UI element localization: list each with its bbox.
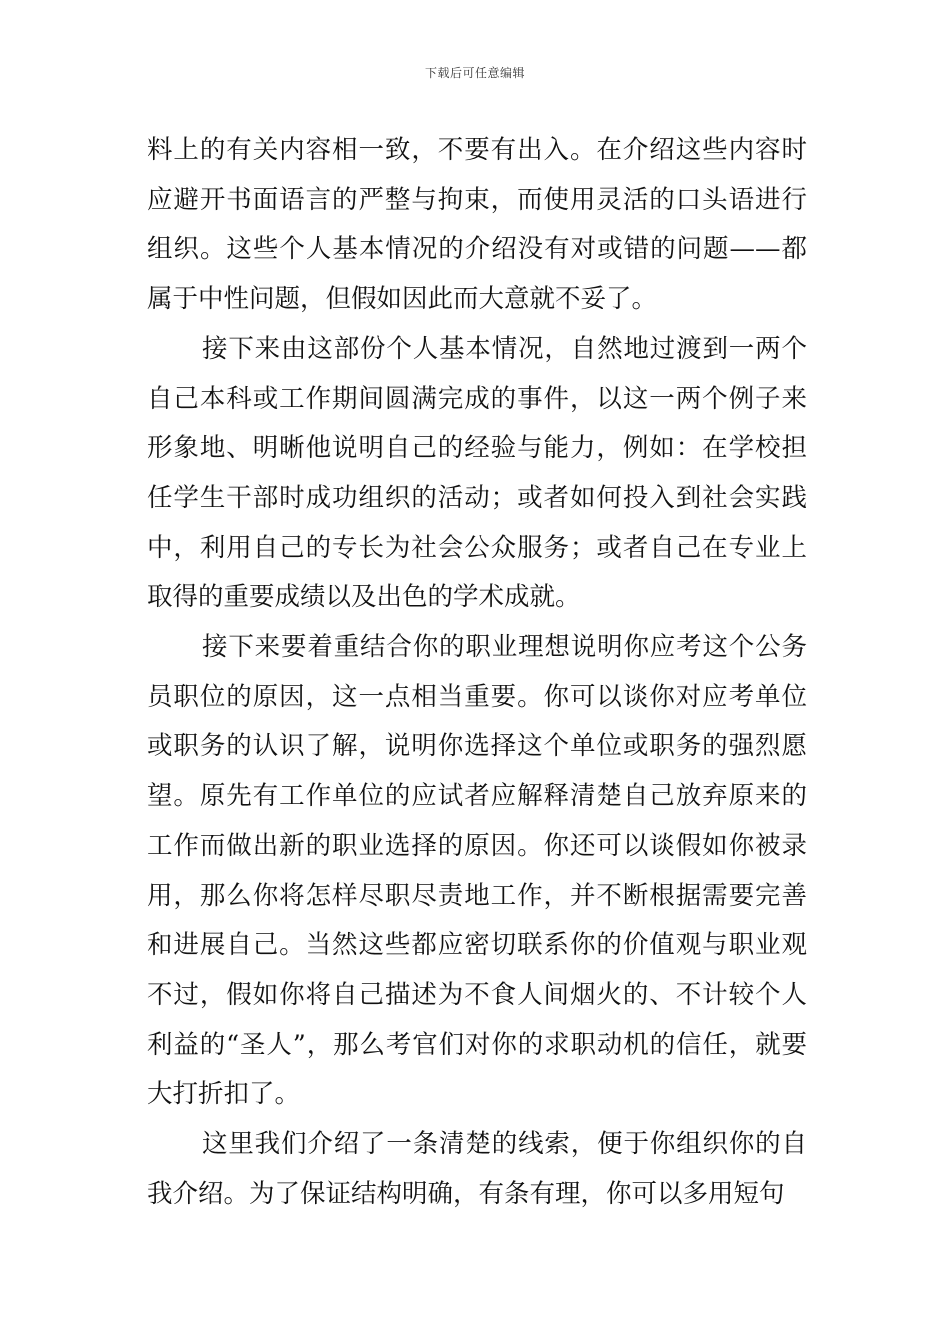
page-header: 下载后可任意编辑: [424, 66, 525, 80]
paragraph-4: 这里我们介绍了一条清楚的线索，便于你组织你的自我介绍。为了保证结构明确，有条有理，你可以多用短句: [147, 1129, 807, 1209]
paragraph-3: 接下来要着重结合你的职业理想说明你应考这个公务员职位的原因，这一点相当重要。你可以谈你对应考单位或职务的认识了解，说明你选择这个单位或职务的强烈愿望。原先有工作单位的应试者应解释清楚自己放弃原来的工作而做出新的职业选择的原因。你还可以谈假如你被录用，那么你将怎样尽职尽责地工作，并不断根据需要完善和进展自己。当然这些都应密切联系你的价值观与职业观不过，假如你将自己描述为不食人间烟火的、不计较个人利益的“圣人”，那么考官们对你的求职动机的信任，就要大打折扣了。: [147, 632, 807, 1110]
paragraph-2: 接下来由这部份个人基本情况，自然地过渡到一两个自己本科或工作期间圆满完成的事件，以这一两个例子来形象地、明晰他说明自己的经验与能力，例如：在学校担任学生干部时成功组织的活动；或者如何投入到社会实践中，利用自己的专长为社会公众服务；或者自己在专业上取得的重要成绩以及出色的学术成就。: [147, 333, 807, 613]
document-body: [147, 126, 807, 1219]
paragraph-1: 料上的有关内容相一致，不要有出入。在介绍这些内容时应避开书面语言的严整与拘束，而使用灵活的口头语进行组织。这些个人基本情况的介绍没有对或错的问题——都属于中性问题，但假如因此而大意就不妥了。: [147, 135, 807, 315]
